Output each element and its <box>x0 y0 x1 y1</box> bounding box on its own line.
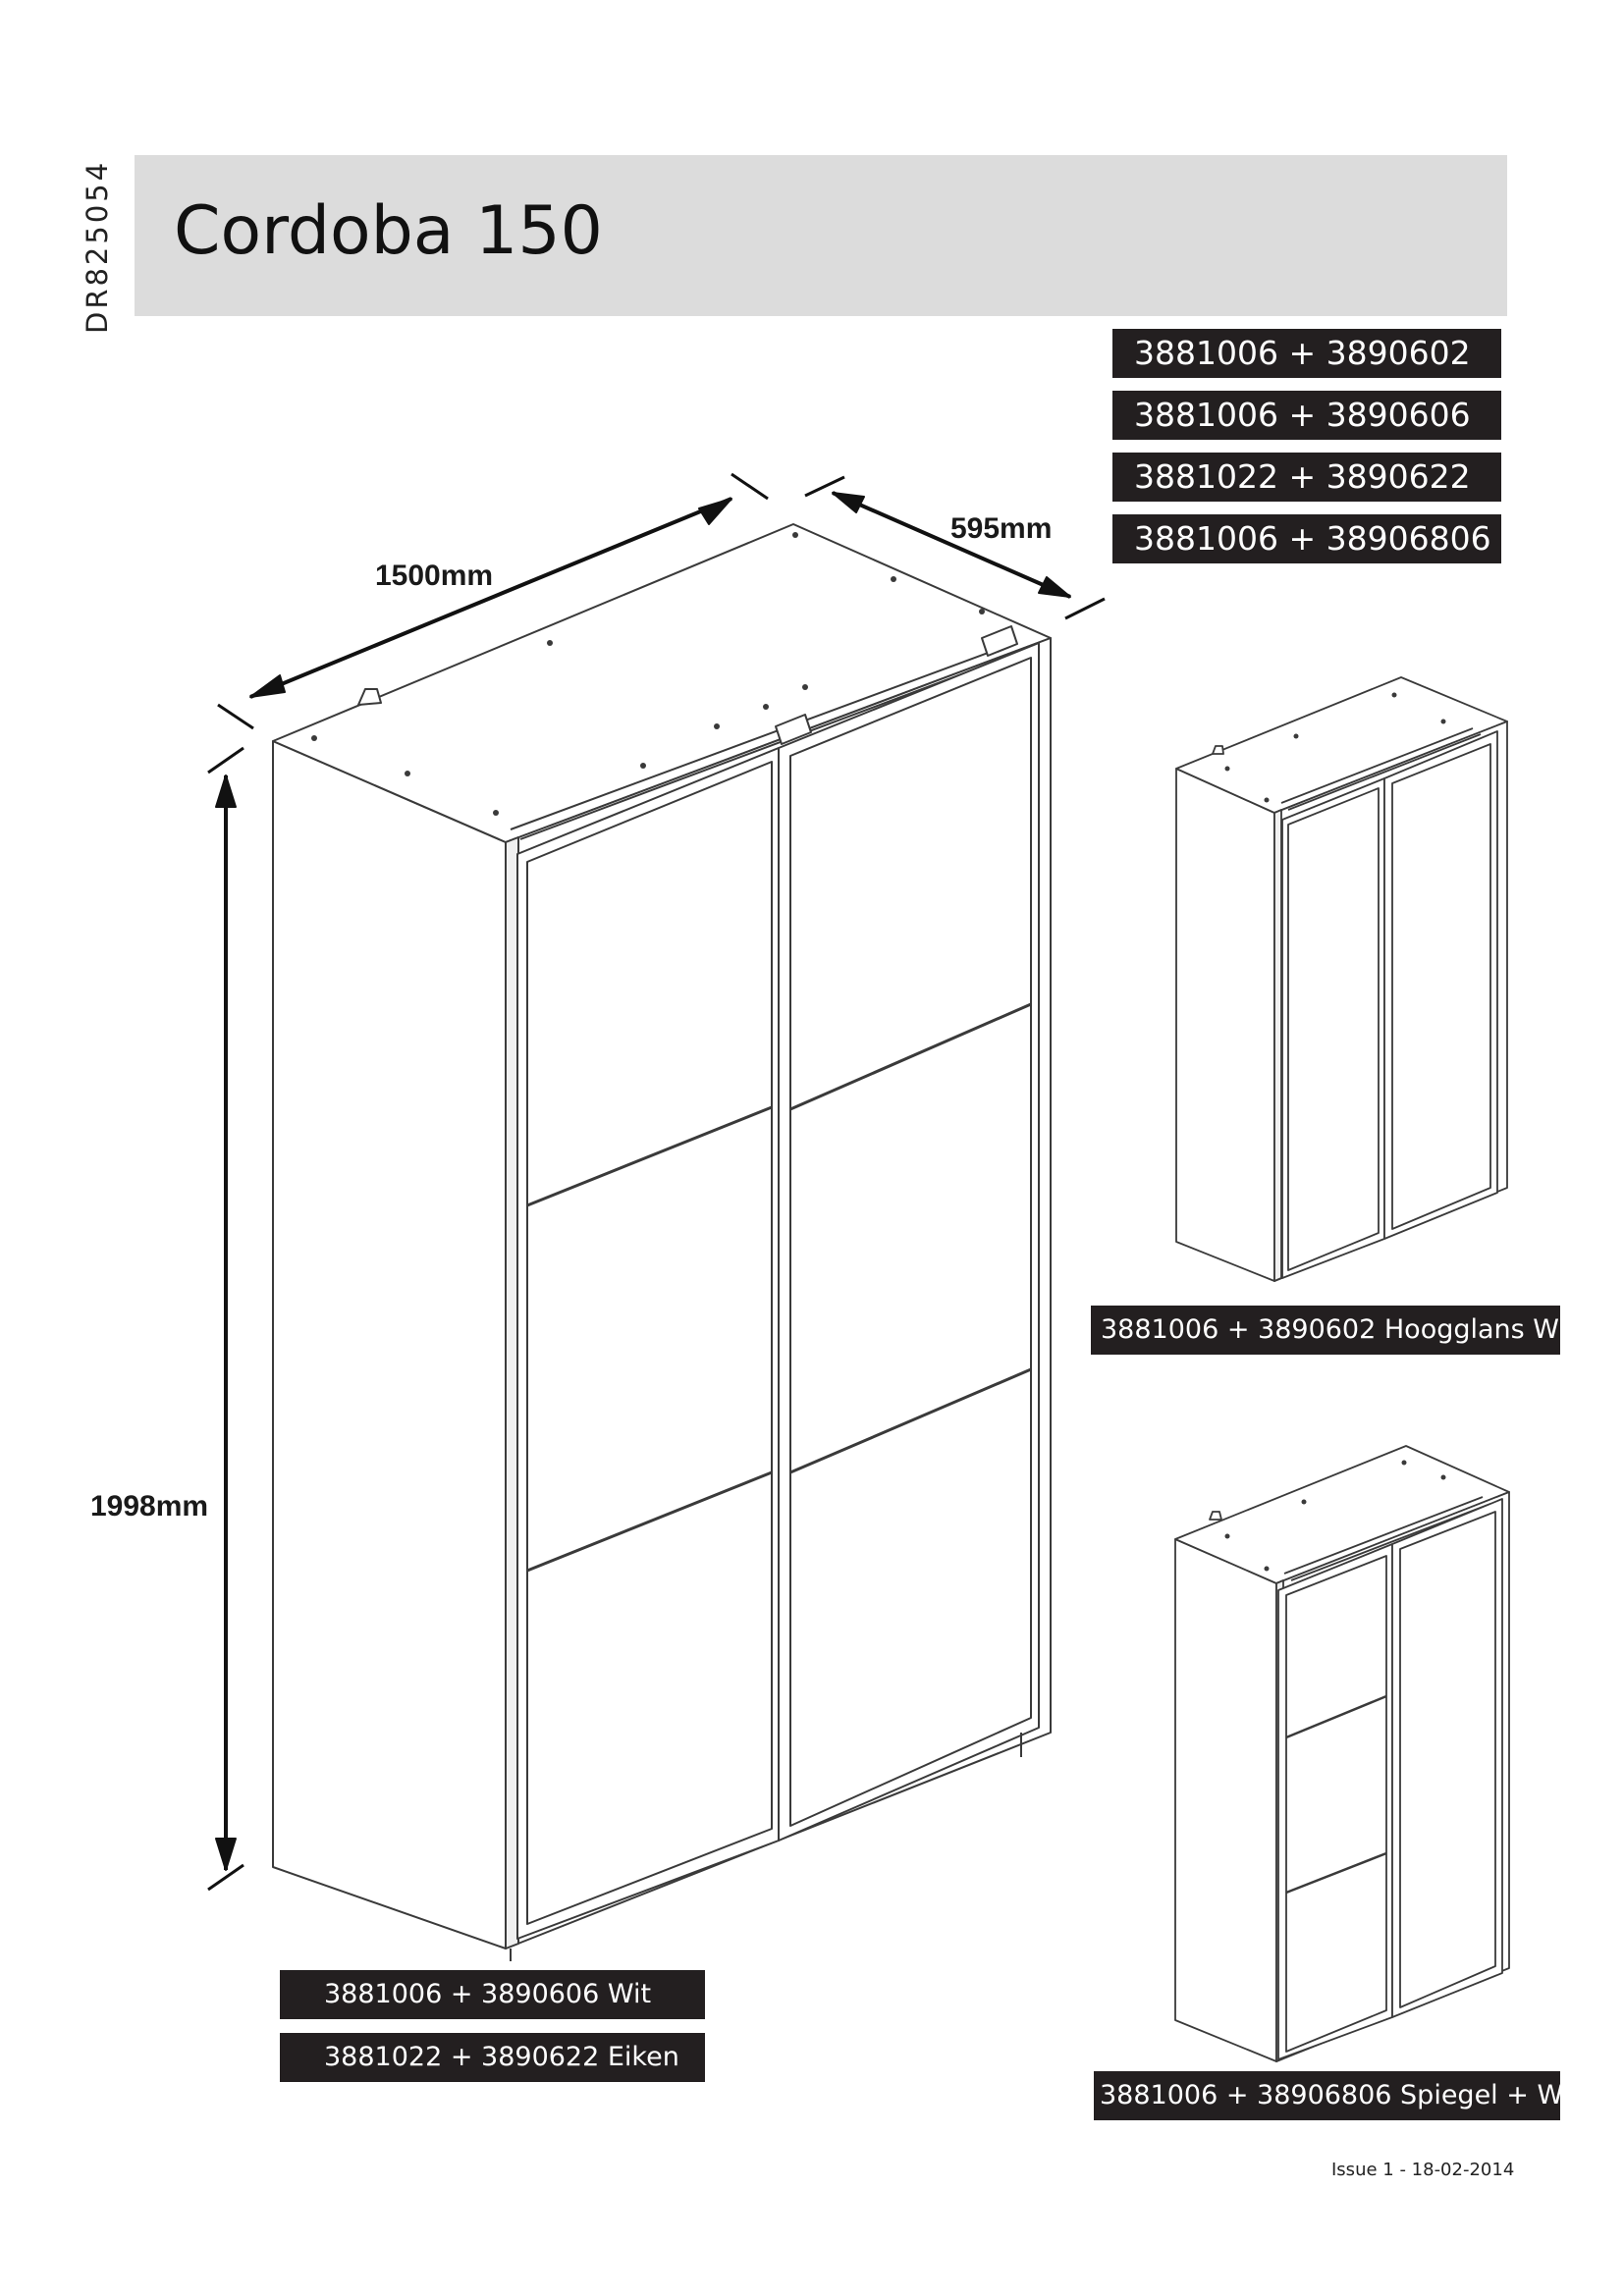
variant-label-hoogglans: 3881006 + 3890602 Hoogglans Wit <box>1091 1306 1560 1355</box>
product-code-chip: 3881022 + 3890622 <box>1112 453 1501 502</box>
variant-label-eiken: 3881022 + 3890622 Eiken <box>280 2033 705 2082</box>
main-wardrobe-drawing <box>208 474 1105 1961</box>
product-code-chip: 3881006 + 3890602 <box>1112 329 1501 378</box>
product-code-chip: 3881006 + 38906806 <box>1112 514 1501 563</box>
product-code-chip: 3881006 + 3890606 <box>1112 391 1501 440</box>
width-dimension-label: 1500mm <box>375 560 494 592</box>
variant-label-spiegel: 3881006 + 38906806 Spiegel + Wit <box>1094 2071 1560 2120</box>
hoogglans-wardrobe-drawing <box>1176 677 1507 1281</box>
variant-label-wit: 3881006 + 3890606 Wit <box>280 1970 705 2019</box>
document-code: DR825054 <box>81 159 114 334</box>
page-title: Cordoba 150 <box>174 192 603 270</box>
spiegel-wardrobe-drawing <box>1175 1446 1509 2061</box>
height-dimension-label: 1998mm <box>90 1490 209 1522</box>
depth-dimension-label: 595mm <box>950 512 1053 545</box>
issue-date: Issue 1 - 18-02-2014 <box>1331 2160 1515 2180</box>
